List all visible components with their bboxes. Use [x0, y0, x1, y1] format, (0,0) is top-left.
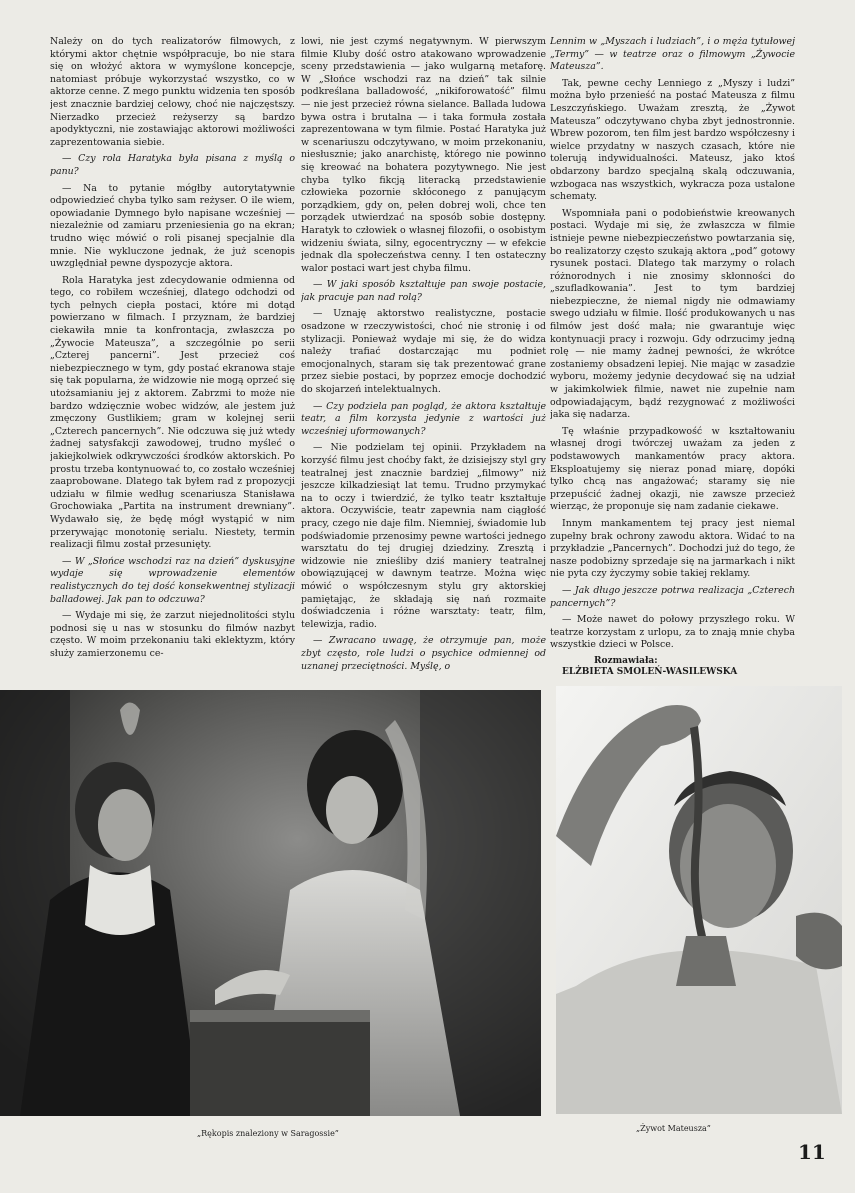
article-paragraph: — Może nawet do połowy przyszłego roku. W teatrze korzystam z urlopu, za to znają mnie chyba wszystkie dzieci w Polsce.: [550, 614, 795, 651]
text-column-2: [301, 36, 546, 684]
article-paragraph: — Uznaję aktorstwo realistyczne, postacie osadzone w rzeczywistości, choć nie stronię i od stylizacji. Ponieważ wydaje mi się, że do widza należy trafiać dostarczając mu podniet emocjonalnych, staram się tak prezentować grane przez siebie postaci, by poprzez emocje dochodzić do skojarzeń intelektualnych.: [301, 308, 546, 396]
article-paragraph: Rola Haratyka jest zdecydowanie odmienna od tego, co robiłem wcześniej, dlatego odchodzi od tych pełnych ciepła postaci, które mi dotąd powierzano w filmach. I przyznam, że bardziej ciekawiła mnie ta konfrontacja, zwłaszcza po „Żywocie Mateusza”, a szczególnie po serii „Czterej pancerni”. Jest przecież coś niebezpiecznego w tym, gdy postać ekranowa staje się tak popularna, że widzowie nie mogą oprzeć się utożsamianiu jej z aktorem. Zabrzmi to może nie bardzo wdzięcznie wobec widzów, ale jestem już zmęczony Gustlikiem; gram w kolejnej serii „Czterech pancernych”. Nie odczuwa się już wtedy żadnej satysfakcji zawodowej, trudno myśleć o jakiejkolwiek odkrywczości środków aktorskich. Po prostu trzeba kontynuować to, co zostało wcześniej zaaprobowane. Dlatego tak byłem rad z propozycji udziału w filmie według scenariusza Stanisława Grochowiaka „Partita na instrument drewniany”. Wydawało się, że będę mógł wystąpić w nim przerywając monotonię serialu. Niestety, termin realizacji filmu został przesunięty.: [50, 274, 295, 551]
interview-question: — Czy podziela pan pogląd, że aktora kształtuje teatr, a film korzysta jedynie z wartości już wcześniej uformowanych?: [301, 400, 546, 437]
article-paragraph: Tę właśnie przypadkowość w kształtowaniu własnej drogi twórczej uważam za jeden z podstawowych mankamentów pracy aktora. Eksploatujemy się nieraz ponad miarę, dopóki tylko chcą nas angażować; staramy się nie przepuścić żadnej okazji, nie zawsze przecież wierząc, że proponuje się nam zadanie ciekawe.: [550, 425, 795, 513]
article-paragraph: Wspomniała pani o podobieństwie kreowanych postaci. Wydaje mi się, że zwłaszcza w filmie istnieje pewne niebezpieczeństwo powtarzania się, bo realizatorzy często szukają aktora „pod” gotowy rysunek postaci. Dlatego tak marzymy o rolach różnorodnych i nie znosimy skłonności do „szufladkowania”. Jest to tym bardziej niebezpieczne, że niemal nigdy nie odmawiamy swego udziału w filmie. Ilość produkowanych u nas filmów jest dość mała; nie gwarantuje więc kontynuacji pracy i rozwoju. Gdy odrzucimy jedną rolę — nie mamy żadnej pewności, że wkrótce zostaniemy obsadzeni lepiej. Nie mając w zasadzie wyboru, możemy jedynie decydować się na udział w jakimkolwiek filmie, nawet nie zupełnie nam odpowiadającym, bądź rezygnować z możliwości jaka się nadarza.: [550, 207, 795, 421]
interview-question: — Zwracano uwagę, że otrzymuje pan, może zbyt często, role ludzi o psychice odmiennej od uznanej przeciętności. Myślę, o: [301, 635, 546, 672]
article-paragraph: — Wydaje mi się, że zarzut niejednolitości stylu podnosi się u nas w stosunku do filmów nazbyt często. W moim przekonaniu taki eklektyzm, który służy zamierzonemu ce-: [50, 610, 295, 659]
article-paragraph: Tak, pewne cechy Lenniego z „Myszy i ludzi” można było przenieść na postać Mateusza z filmu Leszczyńskiego. Uważam zresztą, że „Żywot Mateusza” odczytywano chyba zbyt jednostronnie. Wbrew pozorom, ten film jest bardzo współczesny i wielce przydatny w naszych czasach, które nie tolerują indywidualności. Mateusz, jako ktoś obdarzony bardzo specjalną skalą odczuwania, wzbogaca nas wszystkich, wykracza poza ustalone schematy.: [550, 77, 795, 203]
text-column-3: [550, 36, 795, 684]
article-paragraph: lowi, nie jest czymś negatywnym. W pierwszym filmie Kluby dość ostro atakowano wprowadzenie sceny przedstawienia — jako wulgarną metaforę. W „Słońce wschodzi raz na dzień” tak silnie podkreślana balladowość, „nikiforowatość” filmu — nie jest przecież równa sielance. Ballada ludowa bywa ostra i brutalna — i taka formuła została zaprezentowana w tym filmie. Postać Haratyka już w scenariuszu odczytywano, w moim przekonaniu, niesłusznie; jako anarchistę, którego nie powinno się kreować na bohatera pozytywnego. Nie jest chyba tylko fikcją literacką przedstawienie człowieka pozornie skłóconego z panującym porządkiem, gdy on, pełen dobrej woli, chce ten porządek utwierdzać na sposób sobie dostępny. Haratyk to człowiek o własnej filozofii, o osobistym widzeniu świata, silny, egocentryczny — w efekcie jednak dla społeczeństwa cenny. I ten ostateczny walor postaci wart jest chyba filmu.: [301, 36, 546, 274]
film-still-saragossa-photo: [0, 690, 541, 1116]
interviewer-credit: [550, 656, 795, 679]
film-still-mateusz-photo: [556, 686, 842, 1114]
article-paragraph: — Nie podzielam tej opinii. Przykładem na korzyść filmu jest choćby fakt, że dzisiejszy styl gry teatralnej jest znacznie bardziej „filmowy” niż jeszcze kilkadziesiąt lat temu. Trudno przymykać na to oczy i twierdzić, że tylko teatr kształtuje aktora. Oczywiście, teatr zapewnia nam ciągłość pracy, czego nie daje film. Niemniej, świadomie lub podświadomie przenosimy pewne wartości jednego warsztatu do tej drugiej dziedziny. Zresztą i widzowie nie znieśliby dziś maniery teatralnej obowiązującej w dawnym teatrze. Można więc mówić o współczesnym stylu gry aktorskiej pamiętając, że składają się nań rozmaite doświadczenia i różne warsztaty: teatr, film, telewizja, radio.: [301, 442, 546, 630]
interview-question: Lennim w „Myszach i ludziach”, i o męża tytułowej „Termy” — w teatrze oraz o filmowym „Żywocie Mateusza”.: [550, 36, 795, 73]
text-column-1: [50, 36, 295, 684]
article-paragraph: — Na to pytanie mógłby autorytatywnie odpowiedzieć chyba tylko sam reżyser. O ile wiem, opowiadanie Dymnego było napisane wcześniej — niezależnie od zamiaru przeniesienia go na ekran; trudno więc mówić o roli pisanej specjalnie dla mnie. Nie wykluczone jednak, że już scenopis uwzględniał pewne dyspozycje aktora.: [50, 182, 295, 270]
right-photo-caption: „Żywot Mateusza”: [636, 1124, 711, 1133]
credit-label: Rozmawiała:: [594, 655, 658, 666]
interview-question: — W „Słońce wschodzi raz na dzień” dyskusyjne wydaje się wprowadzenie elementów realistycznych do tej dość konsekwentnej stylizacji balladowej. Jak pan to odczuwa?: [50, 555, 295, 605]
article-paragraph: Należy on do tych realizatorów filmowych, z którymi aktor chętnie współpracuje, bo nie stara się on włożyć aktora w wymyślone koncepcje, natomiast próbuje wykorzystać wszystko, co w aktorze cenne. Z mego punktu widzenia ten sposób jest znacznie bardziej celowy, choć nie najczęstszy. Nierzadko przecież reżyserzy są bardzo apodyktyczni, nie zostawiając aktorowi możliwości zaprezentowania siebie.: [50, 36, 295, 148]
page-number: 11: [798, 1140, 826, 1164]
interview-question: — Czy rola Haratyka była pisana z myślą o panu?: [50, 153, 295, 177]
left-photo-caption: „Rękopis znaleziony w Saragossie”: [197, 1129, 339, 1138]
interview-question: — W jaki sposób kształtuje pan swoje postacie, jak pracuje pan nad rolą?: [301, 279, 546, 303]
interview-question: — Jak długo jeszcze potrwa realizacja „Czterech pancernych”?: [550, 584, 795, 609]
article-paragraph: Innym mankamentem tej pracy jest niemal zupełny brak ochrony zawodu aktora. Widać to na przykładzie „Pancernych”. Dochodzi już do tego, że nasze podobizny sprzedaje się na jarmarkach i nikt nie pyta czy życzymy sobie takiej reklamy.: [550, 517, 795, 580]
credit-author-name: ELŻBIETA SMOLEŃ-WASILEWSKA: [562, 667, 738, 678]
